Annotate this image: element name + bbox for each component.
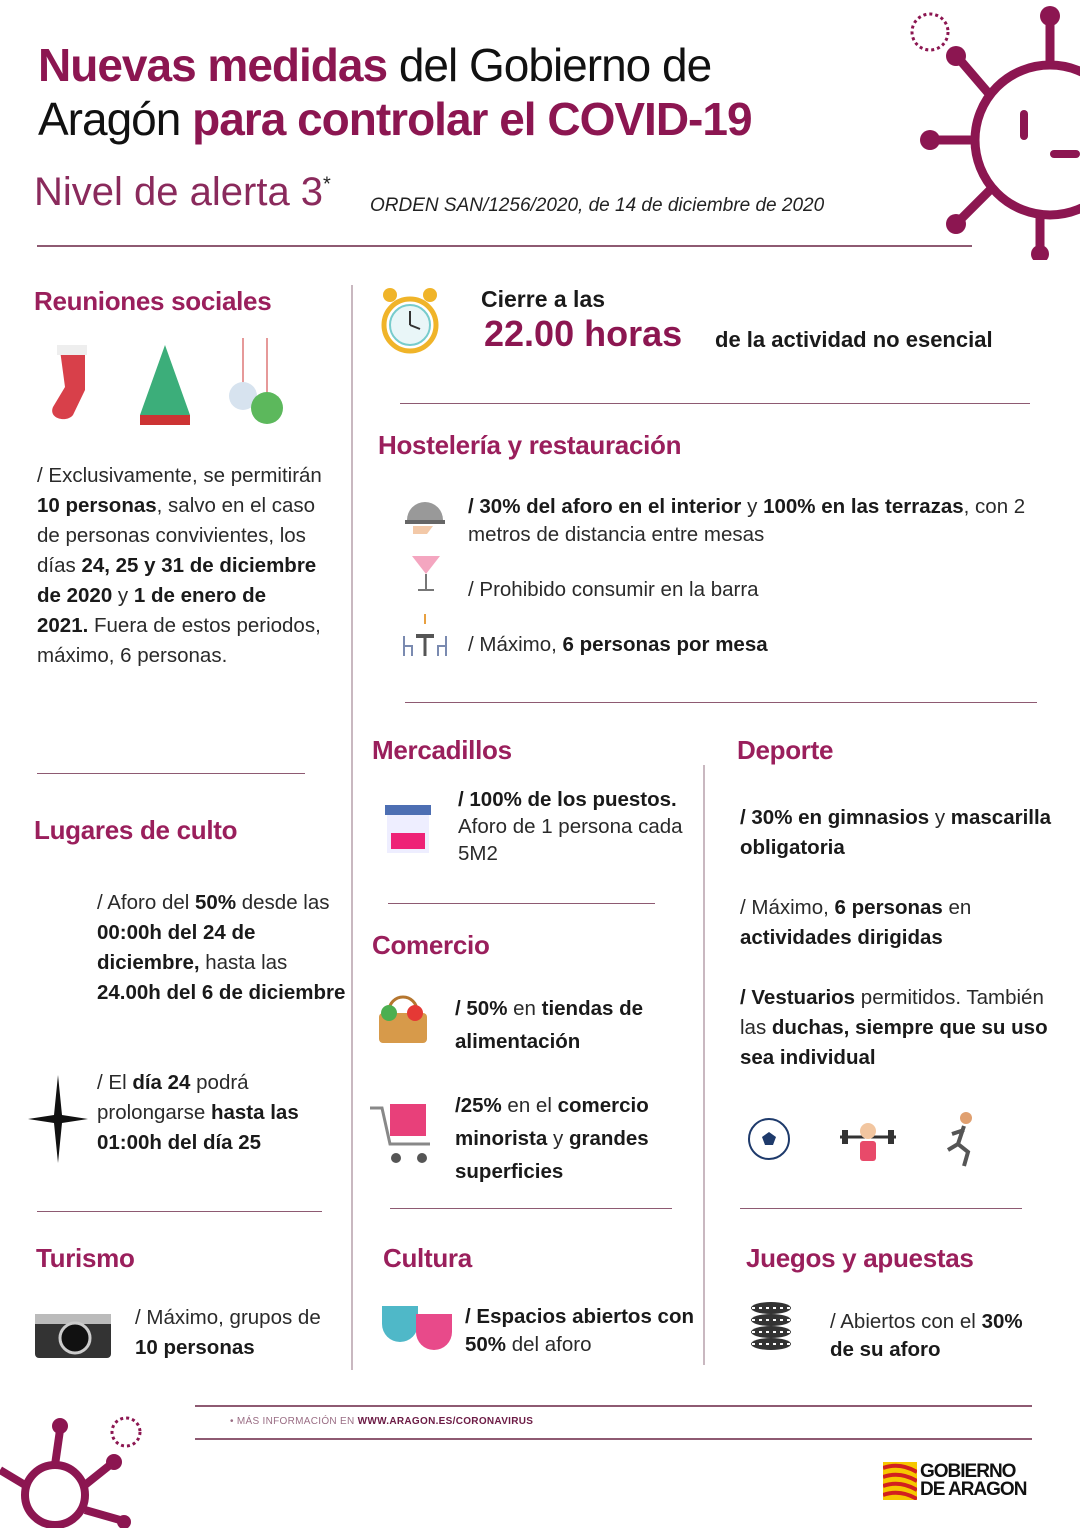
comercio-item <box>455 992 695 1058</box>
gobierno-aragon-logo <box>883 1462 1026 1500</box>
logo-line-1: GOBIERNO <box>920 1461 1016 1482</box>
bold-text: hasta las 01:00h del día 25 <box>97 1101 299 1154</box>
section-title-comercio: Comercio <box>372 930 490 960</box>
bold-text: 100% en las terrazas <box>763 495 964 518</box>
bold-text: mascarilla obligatoria <box>740 806 1052 859</box>
text: y <box>547 1127 569 1150</box>
bold-text: comercio minorista <box>455 1094 649 1150</box>
text: / Abiertos con el <box>830 1310 982 1333</box>
section-title-reuniones: Reuniones sociales <box>34 286 272 316</box>
deporte-item <box>740 983 1060 1073</box>
alert-level-text: Nivel de alerta 3 <box>34 170 324 214</box>
hosteleria-item <box>468 630 1028 660</box>
text: / Exclusivamente, se permitirán <box>37 464 322 487</box>
closing-suffix: de la actividad no esencial <box>715 327 993 352</box>
runner-icon <box>940 1110 980 1170</box>
bold-text: 6 personas <box>834 896 943 919</box>
divider <box>37 245 972 247</box>
text: Fuera de estos periodos, máximo, 6 personas. <box>37 614 321 667</box>
shopping-cart-icon <box>368 1100 434 1166</box>
divider <box>195 1405 1032 1407</box>
reuniones-text <box>37 461 322 671</box>
section-title-turismo: Turismo <box>36 1243 135 1273</box>
bold-text: 6 personas por mesa <box>562 633 768 656</box>
more-info: • MÁS INFORMACIÓN EN WWW.ARAGON.ES/CORONAVIRUS <box>230 1416 534 1427</box>
food-basket-icon <box>375 993 431 1047</box>
text: en <box>507 997 542 1020</box>
cocktail-icon <box>410 550 442 594</box>
alarm-clock-icon <box>378 283 442 359</box>
bold-text: para controlar el COVID-19 <box>192 93 752 145</box>
text: en el <box>501 1094 558 1117</box>
text: en <box>942 896 972 919</box>
mercadillos-text <box>458 786 683 867</box>
column-divider <box>351 285 353 1370</box>
bold-text: grandes superficies <box>455 1127 649 1183</box>
divider <box>37 773 305 774</box>
bold-text: 10 personas <box>135 1336 255 1359</box>
bold-text: / 100% de los puestos. <box>458 788 677 811</box>
bold-text: tiendas de alimentación <box>455 997 644 1053</box>
bold-text: / Espacios abiertos con 50% <box>465 1305 694 1356</box>
order-reference: ORDEN SAN/1256/2020, de 14 de diciembre de 2020 <box>370 195 825 216</box>
divider <box>195 1438 1032 1440</box>
alert-asterisk: * <box>323 173 331 196</box>
bold-text: 24, 25 y 31 de diciembre de 2020 <box>37 554 317 607</box>
divider <box>390 1208 672 1209</box>
market-stall-icon <box>383 803 433 855</box>
section-title-juegos: Juegos y apuestas <box>746 1243 974 1273</box>
culto-item-2 <box>97 1068 347 1158</box>
divider <box>405 702 1037 703</box>
text: del aforo <box>506 1333 592 1356</box>
casino-chips-icon <box>748 1300 794 1358</box>
bold-text: 24.00h del 6 de diciembre <box>97 981 346 1004</box>
divider <box>388 903 655 904</box>
hosteleria-item <box>468 575 1028 605</box>
culto-item-1 <box>97 888 347 1008</box>
hosteleria-item <box>468 493 1038 549</box>
title-line-1 <box>38 38 752 92</box>
text: hasta las <box>199 951 288 974</box>
text: / Máximo, <box>740 896 835 919</box>
virus-icon <box>0 1410 150 1528</box>
deporte-item <box>740 893 1060 953</box>
text: del Gobierno de <box>387 39 712 91</box>
section-title-mercadillos: Mercadillos <box>372 735 512 765</box>
text: Aforo de 1 persona cada 5M2 <box>458 815 683 865</box>
title-line-2 <box>38 92 752 146</box>
turismo-text <box>135 1303 335 1363</box>
text: Aragón <box>38 93 193 145</box>
text: / Máximo, grupos de <box>135 1306 321 1329</box>
text: podrá prolongarse <box>97 1071 249 1124</box>
bold-text: 1 de enero de 2021. <box>37 584 267 637</box>
camera-icon <box>35 1308 111 1358</box>
cultura-text <box>465 1303 695 1359</box>
text: y <box>929 806 951 829</box>
table-chairs-icon <box>400 612 450 658</box>
bold-text: día 24 <box>132 1071 191 1094</box>
text: y <box>112 584 134 607</box>
theater-masks-icon <box>380 1300 456 1356</box>
section-title-hosteleria: Hostelería y restauración <box>378 430 682 460</box>
bold-text: / 50% <box>455 997 508 1020</box>
logo-line-2: DE ARAGON <box>920 1479 1027 1500</box>
christmas-tree-icon <box>135 340 195 428</box>
comercio-item <box>455 1089 700 1188</box>
bold-text: / 30% en gimnasios <box>740 806 930 829</box>
text: permitidos. También las <box>740 986 1044 1039</box>
text: / Prohibido consumir en la barra <box>468 578 759 601</box>
deporte-item <box>740 803 1060 863</box>
section-title-cultura: Cultura <box>383 1243 472 1273</box>
juegos-text <box>830 1308 1030 1364</box>
column-divider <box>703 765 705 1365</box>
text: , con 2 metros de distancia entre mesas <box>468 495 1026 546</box>
alert-level <box>34 170 331 215</box>
section-title-culto: Lugares de culto <box>34 815 238 845</box>
divider <box>400 403 1030 404</box>
stocking-icon <box>45 340 100 425</box>
bold-text: Nuevas medidas <box>38 39 388 91</box>
section-title-deporte: Deporte <box>737 735 834 765</box>
text: / El <box>97 1071 133 1094</box>
divider <box>37 1211 322 1212</box>
divider <box>740 1208 1022 1209</box>
closing-time: 22.00 horas <box>484 313 683 354</box>
sparkle-icon <box>28 1075 88 1163</box>
text: / Aforo del <box>97 891 196 914</box>
ornaments-icon <box>225 338 285 428</box>
bold-text: 10 personas <box>37 494 157 517</box>
bold-text: 00:00h del 24 de diciembre, <box>97 921 256 974</box>
bold-text: actividades dirigidas <box>740 926 943 949</box>
bold-text: 30% de su aforo <box>830 1310 1023 1361</box>
weightlifter-icon <box>838 1117 898 1165</box>
bold-text: duchas, siempre que su uso sea individual <box>740 1016 1048 1069</box>
more-info-link[interactable]: WWW.ARAGON.ES/CORONAVIRUS <box>357 1416 534 1427</box>
text: / Máximo, <box>468 633 563 656</box>
virus-icon <box>900 0 1080 260</box>
bold-text: /25% <box>455 1094 502 1117</box>
soccer-ball-icon <box>747 1117 791 1161</box>
page-title <box>38 38 752 146</box>
text: desde las <box>236 891 330 914</box>
bold-text: / 30% del aforo en el interior <box>468 495 742 518</box>
cloche-icon <box>403 492 447 536</box>
text: y <box>741 495 764 518</box>
text: , salvo en el caso de personas convivientes, los días <box>37 494 316 577</box>
bold-text: 50% <box>195 891 237 914</box>
closing-prefix: Cierre a las <box>481 286 606 312</box>
more-info-label: MÁS INFORMACIÓN EN <box>236 1416 358 1427</box>
aragon-flag-icon <box>883 1462 917 1500</box>
bold-text: / Vestuarios <box>740 986 856 1009</box>
